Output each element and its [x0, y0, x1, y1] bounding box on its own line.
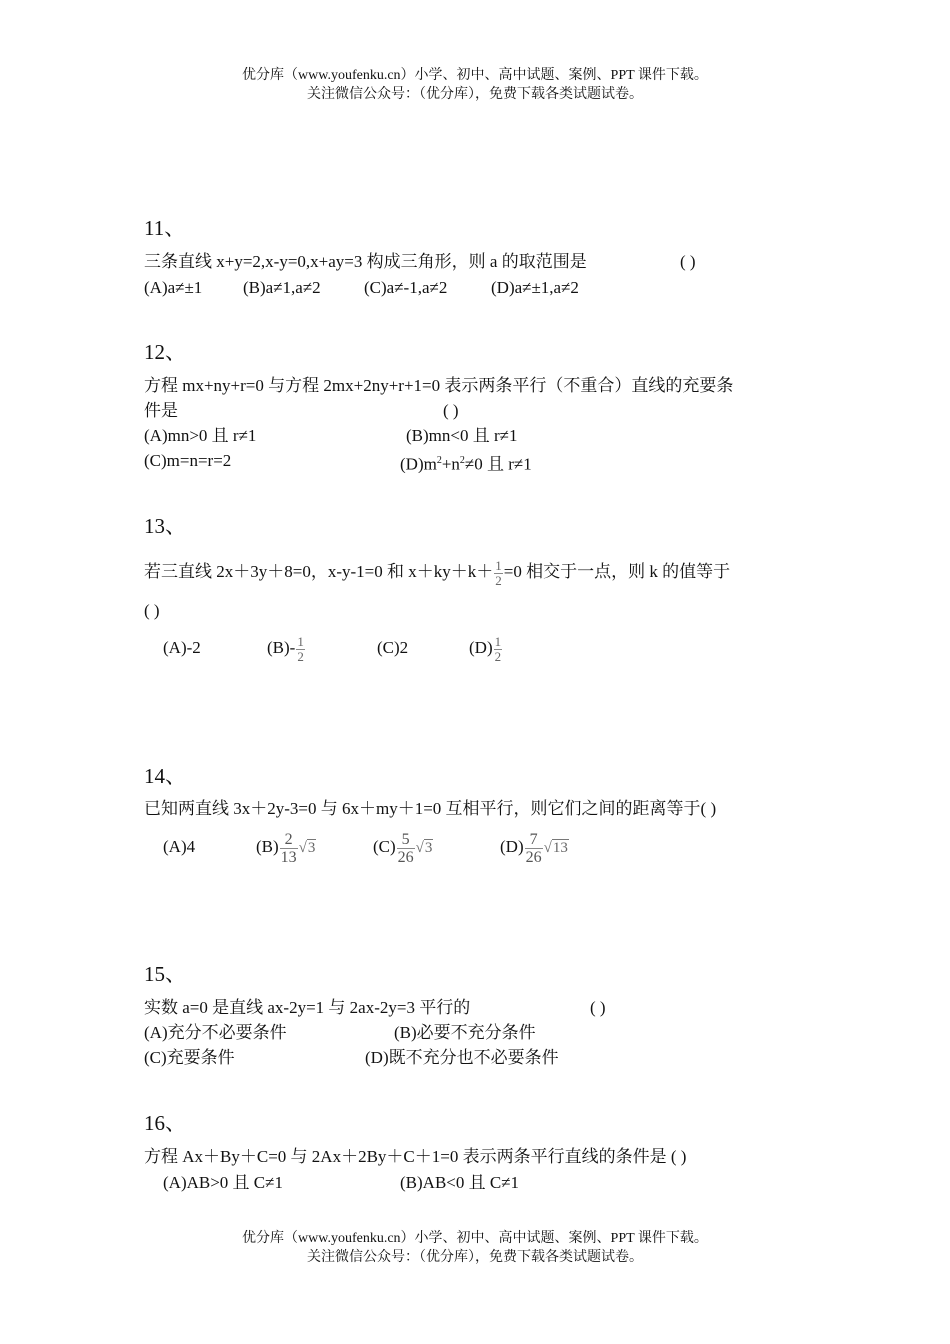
fraction: $\frac{7}{26}$ — [525, 830, 542, 866]
header-line-2: 关注微信公众号：（优分库），免费下载各类试题试卷。 — [307, 87, 643, 102]
square-root: √3 — [415, 840, 433, 857]
question-13-option-c: (C)2 — [377, 638, 409, 657]
page-footer — [0, 1229, 950, 1267]
question-13-blank: ( ) — [144, 601, 160, 620]
question-11-option-c: (C)a≠-1,a≠2 — [364, 278, 448, 297]
fraction: $\frac{2}{13}$ — [280, 830, 297, 866]
question-12-option-b: (B)mn<0 且 r≠1 — [406, 426, 518, 445]
question-13-option-d: (D) $\frac{1}{2}$ — [469, 633, 502, 664]
question-15-option-b: (B)必要不充分条件 — [394, 1023, 536, 1042]
question-15-option-c: (C)充要条件 — [144, 1048, 235, 1067]
question-16-option-a: (A)AB>0 且 C≠1 — [163, 1173, 283, 1192]
question-14-option-c: (C) $\frac{5}{26}$ √3 — [373, 824, 433, 871]
question-15-text: 实数 a=0 是直线 ax-2y=1 与 2ax-2y=3 平行的 — [144, 998, 471, 1017]
footer-line-2: 关注微信公众号：（优分库），免费下载各类试题试卷。 — [307, 1250, 643, 1265]
fraction: $\frac{5}{26}$ — [397, 830, 414, 866]
question-14-option-d: (D) $\frac{7}{26}$ √13 — [500, 824, 569, 871]
fraction-one-half: $\frac{1}{2}$ — [297, 633, 304, 664]
question-16-option-b: (B)AB<0 且 C≠1 — [400, 1173, 520, 1192]
square-root: √3 — [298, 840, 316, 857]
header-line-1: 优分库（www.youfenku.cn）小学、初中、高中试题、案例、PPT 课件下载。 — [242, 68, 708, 83]
square-root: √13 — [543, 840, 568, 857]
footer-line-1: 优分库（www.youfenku.cn）小学、初中、高中试题、案例、PPT 课件下载。 — [242, 1231, 708, 1246]
question-13-text: 若三直线 2x＋3y＋8=0，x-y-1=0 和 x＋ky＋k＋ $\frac{1}{2}$ =0 相交于一点，则 k 的值等于 — [144, 557, 731, 588]
fraction-one-half: $\frac{1}{2}$ — [495, 557, 502, 588]
question-13-number: 13、 — [144, 514, 186, 538]
question-11-number: 11、 — [144, 216, 186, 240]
question-11-option-b: (B)a≠1,a≠2 — [243, 278, 321, 297]
question-16-text: 方程 Ax＋By＋C=0 与 2Ax＋2By＋C＋1=0 表示两条平行直线的条件是 ( ) — [144, 1147, 687, 1166]
question-12-option-a: (A)mn>0 且 r≠1 — [144, 426, 257, 445]
question-15-blank: ( ) — [590, 998, 606, 1017]
question-12-blank: ( ) — [443, 401, 459, 420]
question-14-option-b: (B) $\frac{2}{13}$ √3 — [256, 824, 316, 871]
fraction-one-half: $\frac{1}{2}$ — [494, 633, 502, 664]
question-11-option-a: (A)a≠±1 — [144, 278, 203, 297]
page-header — [0, 66, 950, 104]
question-12-number: 12、 — [144, 340, 186, 364]
question-15-number: 15、 — [144, 962, 186, 986]
question-14-number: 14、 — [144, 764, 186, 788]
question-13-option-a: (A)-2 — [163, 638, 201, 657]
question-14-text: 已知两直线 3x＋2y-3=0 与 6x＋my＋1=0 互相平行，则它们之间的距离等于( ) — [144, 799, 717, 818]
question-11-blank: ( ) — [680, 252, 696, 271]
question-12-option-d: $(D)m^2+n^2\ne 0$ 且 r≠1 — [400, 454, 532, 474]
question-11-text: 三条直线 x+y=2,x-y=0,x+ay=3 构成三角形，则 a 的取范围是 — [144, 252, 587, 271]
question-12-text-line-2: 件是 — [144, 401, 178, 420]
question-15-option-a: (A)充分不必要条件 — [144, 1023, 287, 1042]
question-13-option-b: (B)- $\frac{1}{2}$ — [267, 633, 304, 664]
question-11-option-d: (D)a≠±1,a≠2 — [491, 278, 579, 297]
question-12-option-c: (C)m=n=r=2 — [144, 451, 232, 470]
question-16-number: 16、 — [144, 1111, 186, 1135]
question-15-option-d: (D)既不充分也不必要条件 — [365, 1048, 559, 1067]
question-14-option-a: (A)4 — [163, 837, 196, 856]
question-12-text-line-1: 方程 mx+ny+r=0 与方程 2mx+2ny+r+1=0 表示两条平行（不重合）直线的充要条 — [144, 376, 734, 395]
